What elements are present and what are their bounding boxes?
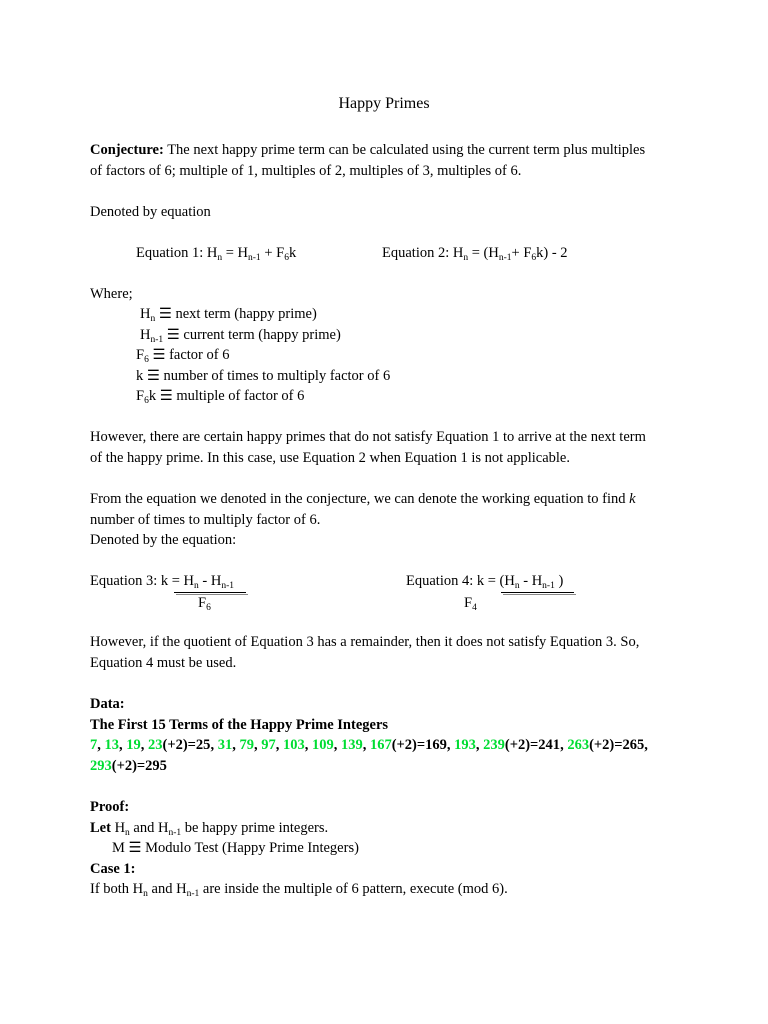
where-h-n1: $H_{n-1}$ ☰ current term (happy prime) [140,327,341,345]
term-separator: , [446,737,455,753]
document-title: Happy Primes [338,95,430,112]
happy-prime-term: 193 [454,737,476,753]
happy-prime-term: 263 [567,737,590,753]
where-h-n: $H_n$ ☰ next term (happy prime) [140,306,317,324]
happy-prime-term: 167 [369,737,392,753]
happy-prime-term: 13 [104,737,119,753]
data-label: Data: [90,696,125,712]
proof-section [90,797,690,900]
however-paragraph-1: However, there are certain happy primes that do not satisfy Equation 1 to arrive at the next term of the happy prime. In this case, use Equation 2 when Equation 1 is not applicable. [90,429,646,466]
happy-prime-term: 7 [90,737,98,753]
equation-4: Equation 4: $k = (H_n - H_{n-1}$ ) [406,573,564,591]
conjecture-label: Conjecture: [90,142,164,158]
equation-1: Equation 1: $H_n = H_{n-1} + F_6k$ [136,245,297,263]
proof-modulo-line: M ☰ Modulo Test (Happy Prime Integers) [112,840,359,856]
where-label: Where; [90,286,133,302]
happy-prime-term: 23 [148,737,163,753]
happy-prime-term: 97 [261,737,276,753]
proof-label: Proof: [90,799,130,815]
case-1-line: If both $H_n$ and $H_{n-1}$ are inside the multiple of 6 pattern, execute (mod 6). [90,881,508,899]
happy-prime-term: 239 [483,737,505,753]
adjusted-term: (+2)=295 [111,757,167,774]
term-separator: , [232,737,240,753]
equation-4-denominator: $F_4$ [464,595,477,613]
happy-prime-terms-line-1 [90,735,690,756]
equation-4-fraction-bar [503,594,576,595]
denoted-by-equation: Denoted by equation [90,204,211,220]
where-f6: $F_6$ ☰ factor of 6 [136,347,230,365]
where-f6k: $F_6k$ ☰ multiple of factor of 6 [136,388,305,406]
conjecture-paragraph: Conjecture: The next happy prime term can be calculated using the current term plus multiples of factors of 6; multiple of 1, multiples of 2, multiples of 3, multiples of 6. [90,142,646,179]
term-separator: , [560,737,568,753]
equation-2: Equation 2: $H_n = (H_{n-1}+ F_6k) - 2$ [382,245,568,263]
case-1-label: Case 1: [90,860,136,877]
happy-prime-term: 103 [282,737,305,753]
term-separator: , [97,737,105,753]
term-separator: , [253,737,262,753]
happy-prime-term: 139 [340,737,363,753]
term-separator: , [333,737,341,753]
however-paragraph-2: However, if the quotient of Equation 3 has a remainder, then it does not satisfy Equation 3. So, Equation 4 must be used. [90,634,640,671]
term-separator: , [275,737,283,753]
equation-3: Equation 3: $k = H_n - H_{n-1}$ [90,573,235,591]
term-separator: , [119,737,127,753]
adjusted-term: (+2)=169 [391,737,447,753]
term-separator: , [140,737,148,753]
happy-prime-term: 293 [90,757,112,774]
equation-3-denominator: $F_6$ [198,595,211,613]
happy-prime-term: 109 [311,737,334,753]
adjusted-term: (+2)=265 [589,737,645,753]
happy-prime-term: 19 [126,737,141,753]
equation-3-fraction-bar [176,594,248,595]
term-separator: , [304,737,312,753]
equation-4-fraction-bar-top [501,592,574,593]
term-separator: , [475,737,484,753]
proof-let-line: Let $H_n$ and $H_{n-1}$ be happy prime integers. [90,819,329,838]
where-k: k ☰ number of times to multiply factor of 6 [136,368,391,384]
term-separator: , [644,737,648,753]
term-separator: , [362,737,370,753]
adjusted-term: (+2)=241 [504,737,561,753]
happy-prime-terms-line-2 [90,756,690,777]
term-separator: , [210,737,218,753]
data-heading: The First 15 Terms of the Happy Prime Integers [90,716,389,733]
happy-prime-term: 31 [217,737,233,753]
data-section [90,694,690,776]
happy-prime-term: 79 [239,737,254,753]
from-equation-paragraph: From the equation we denoted in the conjecture, we can denote the working equation to find k number of times to multiply factor of 6. Denoted by the equation: [90,491,636,548]
adjusted-term: (+2)=25 [162,737,211,753]
